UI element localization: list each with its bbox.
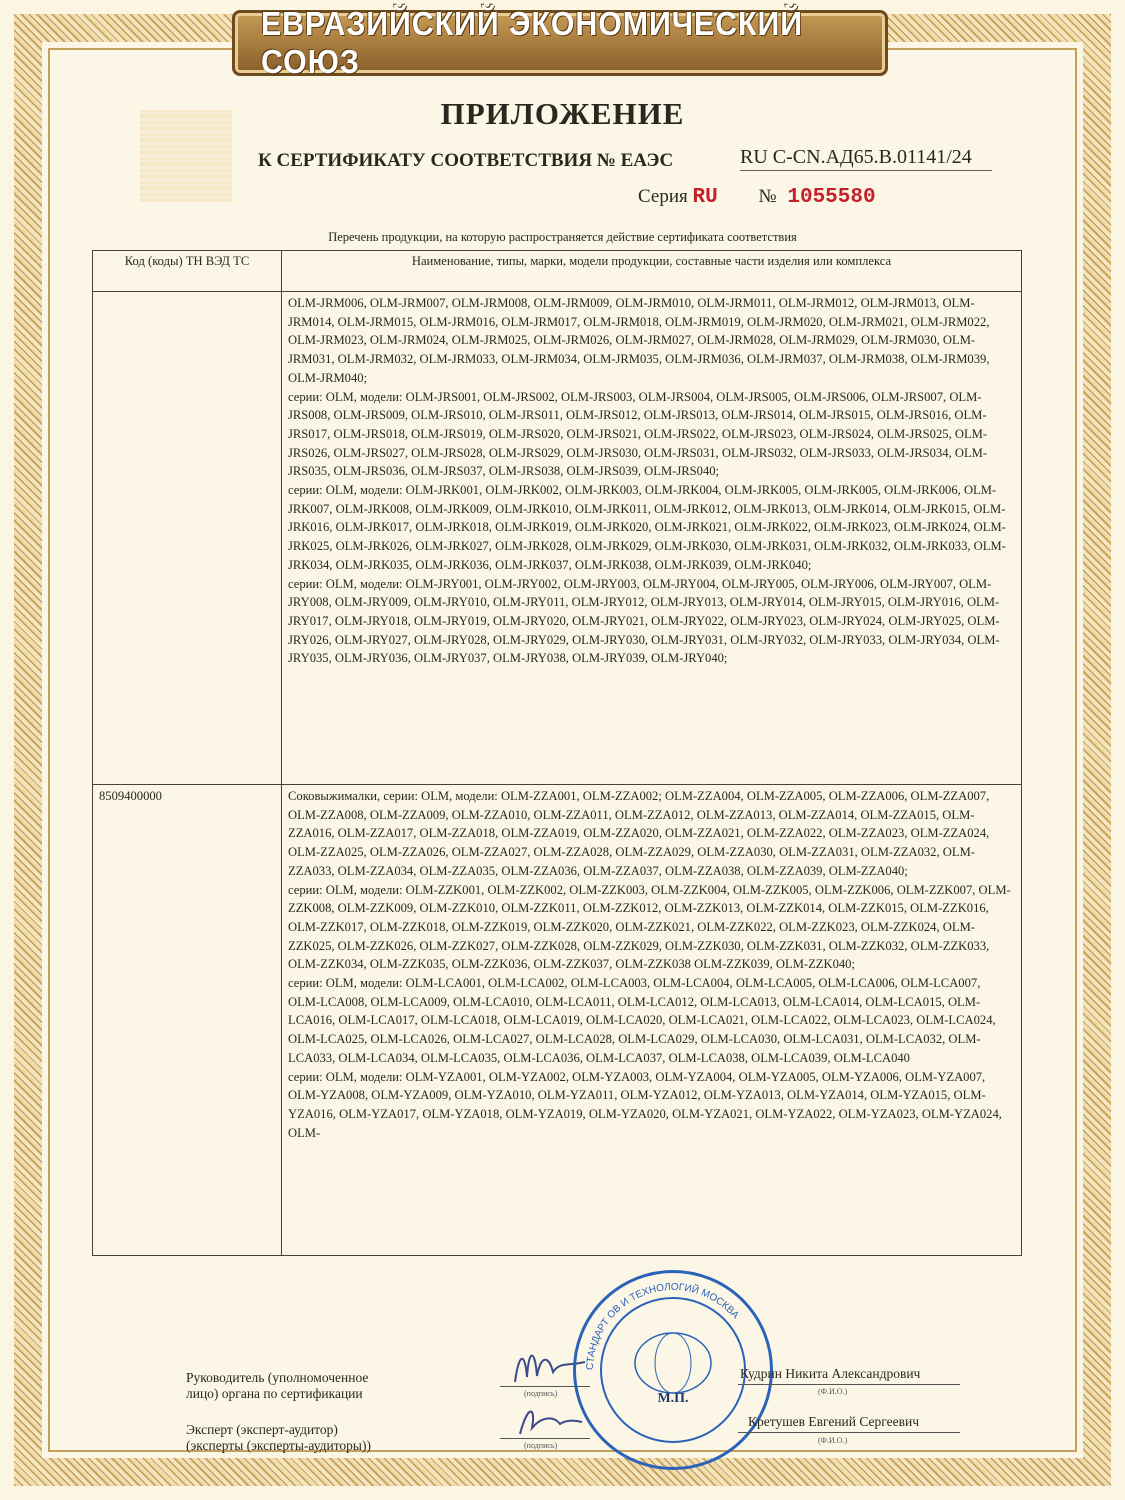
expert-label-line-1: Эксперт (эксперт-аудитор): [186, 1422, 338, 1437]
head-name-line: [738, 1384, 960, 1385]
series-line: [638, 186, 876, 209]
table-caption: Перечень продукции, на которую распространяется действие сертификата соответствия: [328, 230, 797, 244]
stamp-ring-text: СТАНДАРТ ОВ И ТЕХНОЛОГИЙ МОСКВА: [584, 1281, 741, 1371]
series-label: Серия: [638, 186, 688, 207]
table-row: [93, 292, 1022, 785]
svg-text:СТАНДАРТ ОВ И ТЕХНОЛОГИЙ МОСКВ: [585, 1282, 741, 1370]
number-label: №: [758, 186, 777, 207]
expert-signature-caption: (подпись): [524, 1441, 558, 1450]
head-name: Кудрин Никита Александрович: [740, 1366, 921, 1381]
column-header-code: Код (коды) ТН ВЭД ТС: [93, 251, 282, 292]
head-label-line-2: лицо) органа по сертификации: [186, 1386, 363, 1401]
union-banner-text: ЕВРАЗИЙСКИЙ ЭКОНОМИЧЕСКИЙ СОЮЗ: [261, 5, 803, 80]
head-label: [186, 1370, 368, 1402]
expert-label-line-2: (эксперты (эксперты-аудиторы)): [186, 1438, 371, 1453]
head-name-caption: (Ф.И.О.): [818, 1387, 848, 1396]
stamp-mp: М.П.: [657, 1391, 689, 1406]
table-cell-code: 8509400000: [93, 785, 282, 1256]
number-value: 1055580: [787, 186, 876, 209]
table-cell-description: Соковыжималки, серии: OLM, модели: OLM-ZZA001, OLM-ZZA002; OLM-ZZA004, OLM-ZZA005, OLM-ZZA006, OLM-ZZA007, OLM-ZZA008, OLM-ZZA009, OLM-ZZA010, OLM-ZZA011, OLM-ZZA012, OLM-ZZA013, OLM-ZZA014, OLM-ZZA015, OLM-ZZA016, OLM-ZZA017, OLM-ZZA018, OLM-ZZA019, OLM-ZZA020, OLM-ZZA021, OLM-ZZA022, OLM-ZZA023, OLM-ZZA024, OLM-ZZA025, OLM-ZZA026, OLM-ZZA027, OLM-ZZA028, OLM-ZZA029, OLM-ZZA030, OLM-ZZA031, OLM-ZZA032, OLM-ZZA033, OLM-ZZA034, OLM-ZZA035, OLM-ZZA036, OLM-ZZA037, OLM-ZZA038, OLM-ZZA039, OLM-ZZA040; серии: OLM, модели: OLM-ZZK001, OLM-ZZK002, OLM-ZZK003, OLM-ZZK004, OLM-ZZK005, OLM-ZZK006, OLM-ZZK007, OLM-ZZK008, OLM-ZZK009, OLM-ZZK010, OLM-ZZK011, OLM-ZZK012, OLM-ZZK013, OLM-ZZK014, OLM-ZZK015, OLM-ZZK016, OLM-ZZK017, OLM-ZZK018, OLM-ZZK019, OLM-ZZK020, OLM-ZZK021, OLM-ZZK022, OLM-ZZK023, OLM-ZZK024, OLM-ZZK025, OLM-ZZK026, OLM-ZZK027, OLM-ZZK028, OLM-ZZK029, OLM-ZZK030, OLM-ZZK031, OLM-ZZK032, OLM-ZZK033, OLM-ZZK034, OLM-ZZK035, OLM-ZZK036, OLM-ZZK037, OLM-ZZK038 OLM-ZZK039, OLM-ZZK040; серии: OLM, модели: OLM-LCA001, OLM-LCA002, OLM-LCA003, OLM-LCA004, OLM-LCA005, OLM-LCA006, OLM-LCA007, OLM-LCA008, OLM-LCA009, OLM-LCA010, OLM-LCA011, OLM-LCA012, OLM-LCA013, OLM-LCA014, OLM-LCA015, OLM-LCA016, OLM-LCA017, OLM-LCA018, OLM-LCA019, OLM-LCA020, OLM-LCA021, OLM-LCA022, OLM-LCA023, OLM-LCA024, OLM-LCA025, OLM-LCA026, OLM-LCA027, OLM-LCA028, OLM-LCA029, OLM-LCA030, OLM-LCA031, OLM-LCA032, OLM-LCA033, OLM-LCA034, OLM-LCA035, OLM-LCA036, OLM-LCA037, OLM-LCA038, OLM-LCA039, OLM-LCA040 серии: OLM, модели: OLM-YZA001, OLM-YZA002, OLM-YZA003, OLM-YZA004, OLM-YZA005, OLM-YZA006, OLM-YZA007, OLM-YZA008, OLM-YZA009, OLM-YZA010, OLM-YZA011, OLM-YZA012, OLM-YZA013, OLM-YZA014, OLM-YZA015, OLM-YZA016, OLM-YZA017, OLM-YZA018, OLM-YZA019, OLM-YZA020, OLM-YZA021, OLM-YZA022, OLM-YZA023, OLM-YZA024, OLM-: [282, 785, 1022, 1256]
expert-label: [186, 1422, 371, 1454]
certificate-prefix: К СЕРТИФИКАТУ СООТВЕТСТВИЯ № ЕАЭС: [258, 150, 674, 171]
product-table: [92, 250, 1022, 1256]
column-header-name: Наименование, типы, марки, модели продукции, составные части изделия или комплекса: [282, 251, 1022, 292]
page-title: ПРИЛОЖЕНИЕ: [440, 96, 685, 131]
expert-name: Кретушев Евгений Сергеевич: [748, 1414, 920, 1429]
series-value: RU: [692, 186, 718, 209]
expert-name-caption: (Ф.И.О.): [818, 1436, 848, 1445]
certificate-number: RU C-CN.АД65.В.01141/24: [740, 146, 992, 171]
expert-name-line: [738, 1432, 960, 1433]
head-label-line-1: Руководитель (уполномоченное: [186, 1370, 369, 1385]
table-cell-code: [93, 292, 282, 785]
union-banner: [232, 5, 888, 80]
table-cell-description: OLM-JRM006, OLM-JRM007, OLM-JRM008, OLM-JRM009, OLM-JRM010, OLM-JRM011, OLM-JRM012, OLM-JRM013, OLM-JRM014, OLM-JRM015, OLM-JRM016, OLM-JRM017, OLM-JRM018, OLM-JRM019, OLM-JRM020, OLM-JRM021, OLM-JRM022, OLM-JRM023, OLM-JRM024, OLM-JRM025, OLM-JRM026, OLM-JRM027, OLM-JRM028, OLM-JRM029, OLM-JRM030, OLM-JRM031, OLM-JRM032, OLM-JRM033, OLM-JRM034, OLM-JRM035, OLM-JRM036, OLM-JRM037, OLM-JRM038, OLM-JRM039, OLM-JRM040; серии: OLM, модели: OLM-JRS001, OLM-JRS002, OLM-JRS003, OLM-JRS004, OLM-JRS005, OLM-JRS006, OLM-JRS007, OLM-JRS008, OLM-JRS009, OLM-JRS010, OLM-JRS011, OLM-JRS012, OLM-JRS013, OLM-JRS014, OLM-JRS015, OLM-JRS016, OLM-JRS017, OLM-JRS018, OLM-JRS019, OLM-JRS020, OLM-JRS021, OLM-JRS022, OLM-JRS023, OLM-JRS024, OLM-JRS025, OLM-JRS026, OLM-JRS027, OLM-JRS028, OLM-JRS029, OLM-JRS030, OLM-JRS031, OLM-JRS032, OLM-JRS033, OLM-JRS034, OLM-JRS035, OLM-JRS036, OLM-JRS037, OLM-JRS038, OLM-JRS039, OLM-JRS040; серии: OLM, модели: OLM-JRK001, OLM-JRK002, OLM-JRK003, OLM-JRK004, OLM-JRK005, OLM-JRK005, OLM-JRK006, OLM-JRK007, OLM-JRK008, OLM-JRK009, OLM-JRK010, OLM-JRK011, OLM-JRK012, OLM-JRK013, OLM-JRK014, OLM-JRK015, OLM-JRK016, OLM-JRK017, OLM-JRK018, OLM-JRK019, OLM-JRK020, OLM-JRK021, OLM-JRK022, OLM-JRK023, OLM-JRK024, OLM-JRK025, OLM-JRK026, OLM-JRK027, OLM-JRK028, OLM-JRK029, OLM-JRK030, OLM-JRK031, OLM-JRK032, OLM-JRK033, OLM-JRK034, OLM-JRK035, OLM-JRK036, OLM-JRK037, OLM-JRK038, OLM-JRK039, OLM-JRK040; серии: OLM, модели: OLM-JRY001, OLM-JRY002, OLM-JRY003, OLM-JRY004, OLM-JRY005, OLM-JRY006, OLM-JRY007, OLM-JRY008, OLM-JRY009, OLM-JRY010, OLM-JRY011, OLM-JRY012, OLM-JRY013, OLM-JRY014, OLM-JRY015, OLM-JRY016, OLM-JRY017, OLM-JRY018, OLM-JRY019, OLM-JRY020, OLM-JRY021, OLM-JRY022, OLM-JRY023, OLM-JRY024, OLM-JRY025, OLM-JRY026, OLM-JRY027, OLM-JRY028, OLM-JRY029, OLM-JRY030, OLM-JRY031, OLM-JRY032, OLM-JRY033, OLM-JRY034, OLM-JRY035, OLM-JRY036, OLM-JRY037, OLM-JRY038, OLM-JRY039, OLM-JRY040;: [282, 292, 1022, 785]
table-row: [93, 785, 1022, 1256]
head-signature-caption: (подпись): [524, 1389, 558, 1398]
